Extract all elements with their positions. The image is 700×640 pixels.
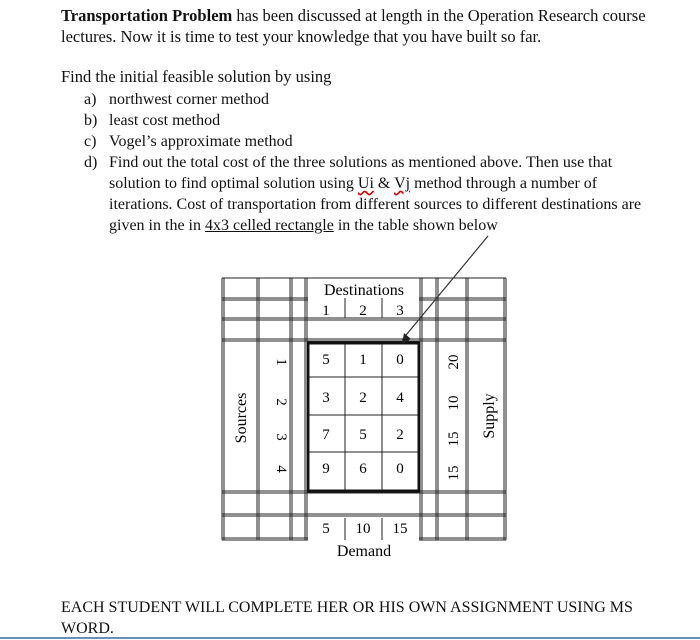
cost-cell: 9	[322, 461, 330, 477]
cost-cell: 0	[396, 461, 404, 477]
supply-4: 15	[446, 465, 462, 481]
cost-cell: 0	[396, 352, 404, 368]
list-label-c: c)	[84, 133, 97, 150]
destination-1: 1	[322, 303, 330, 319]
supply-values	[446, 355, 462, 481]
intro-bold-title: Transportation Problem	[61, 6, 233, 25]
supply-3: 15	[446, 431, 462, 447]
source-2: 2	[273, 398, 289, 406]
source-1: 1	[273, 358, 289, 366]
list-text-d-part1: Find out the total cost of the three solutions as mentioned above. Then use that solution to find optimal solution using	[109, 154, 613, 192]
supply-1: 20	[446, 354, 462, 370]
supply-2: 10	[446, 395, 462, 411]
cost-cell: 7	[322, 427, 330, 443]
cost-cell: 1	[359, 352, 367, 368]
supply-label: Supply	[481, 393, 498, 439]
source-4: 4	[273, 465, 289, 473]
demand-3: 15	[392, 521, 408, 537]
rectangle-reference: 4x3 celled rectangle	[204, 217, 334, 234]
list-label-a: a)	[84, 91, 97, 108]
list-text-d-part2: method through a number of iterations. Cost of transportation from different sources to different destinations are given in the in	[109, 175, 642, 234]
source-numbers	[273, 358, 289, 473]
destination-2: 2	[359, 303, 367, 319]
source-3: 3	[273, 433, 289, 441]
cost-cell: 5	[359, 427, 367, 443]
destinations-label: Destinations	[324, 282, 404, 299]
cost-cell: 3	[322, 390, 330, 406]
list-text-b: least cost method	[109, 112, 221, 129]
cost-cell: 2	[396, 427, 404, 443]
cost-cell: 6	[359, 461, 367, 477]
demand-2: 10	[355, 521, 371, 537]
instruction-text: Find the initial feasible solution by using	[61, 67, 332, 86]
vj-term: Vj	[394, 175, 411, 192]
list-text-c: Vogel’s approximate method	[109, 133, 293, 150]
cost-cell: 4	[396, 390, 404, 406]
demand-label: Demand	[336, 543, 392, 560]
list-label-d: d)	[84, 154, 98, 171]
destination-3: 3	[396, 303, 404, 319]
intro-text: has been discussed at length in the Operation Research course lectures. Now it is time to test your knowledge that you have built so far.	[61, 6, 646, 46]
sources-label: Sources	[233, 392, 250, 444]
demand-1: 5	[322, 521, 330, 537]
list-label-b: b)	[84, 112, 98, 129]
list-text-d-part3: in the table shown below	[333, 217, 498, 234]
footer-note: EACH STUDENT WILL COMPLETE HER OR HIS OWN ASSIGNMENT USING MS WORD.	[61, 599, 633, 637]
amp-text: &	[373, 175, 395, 192]
cost-cell: 5	[322, 352, 330, 368]
cost-cell: 2	[359, 390, 367, 406]
ui-term: Ui	[357, 175, 374, 192]
page-bottom-rule	[0, 637, 700, 639]
list-text-a: northwest corner method	[109, 91, 269, 108]
